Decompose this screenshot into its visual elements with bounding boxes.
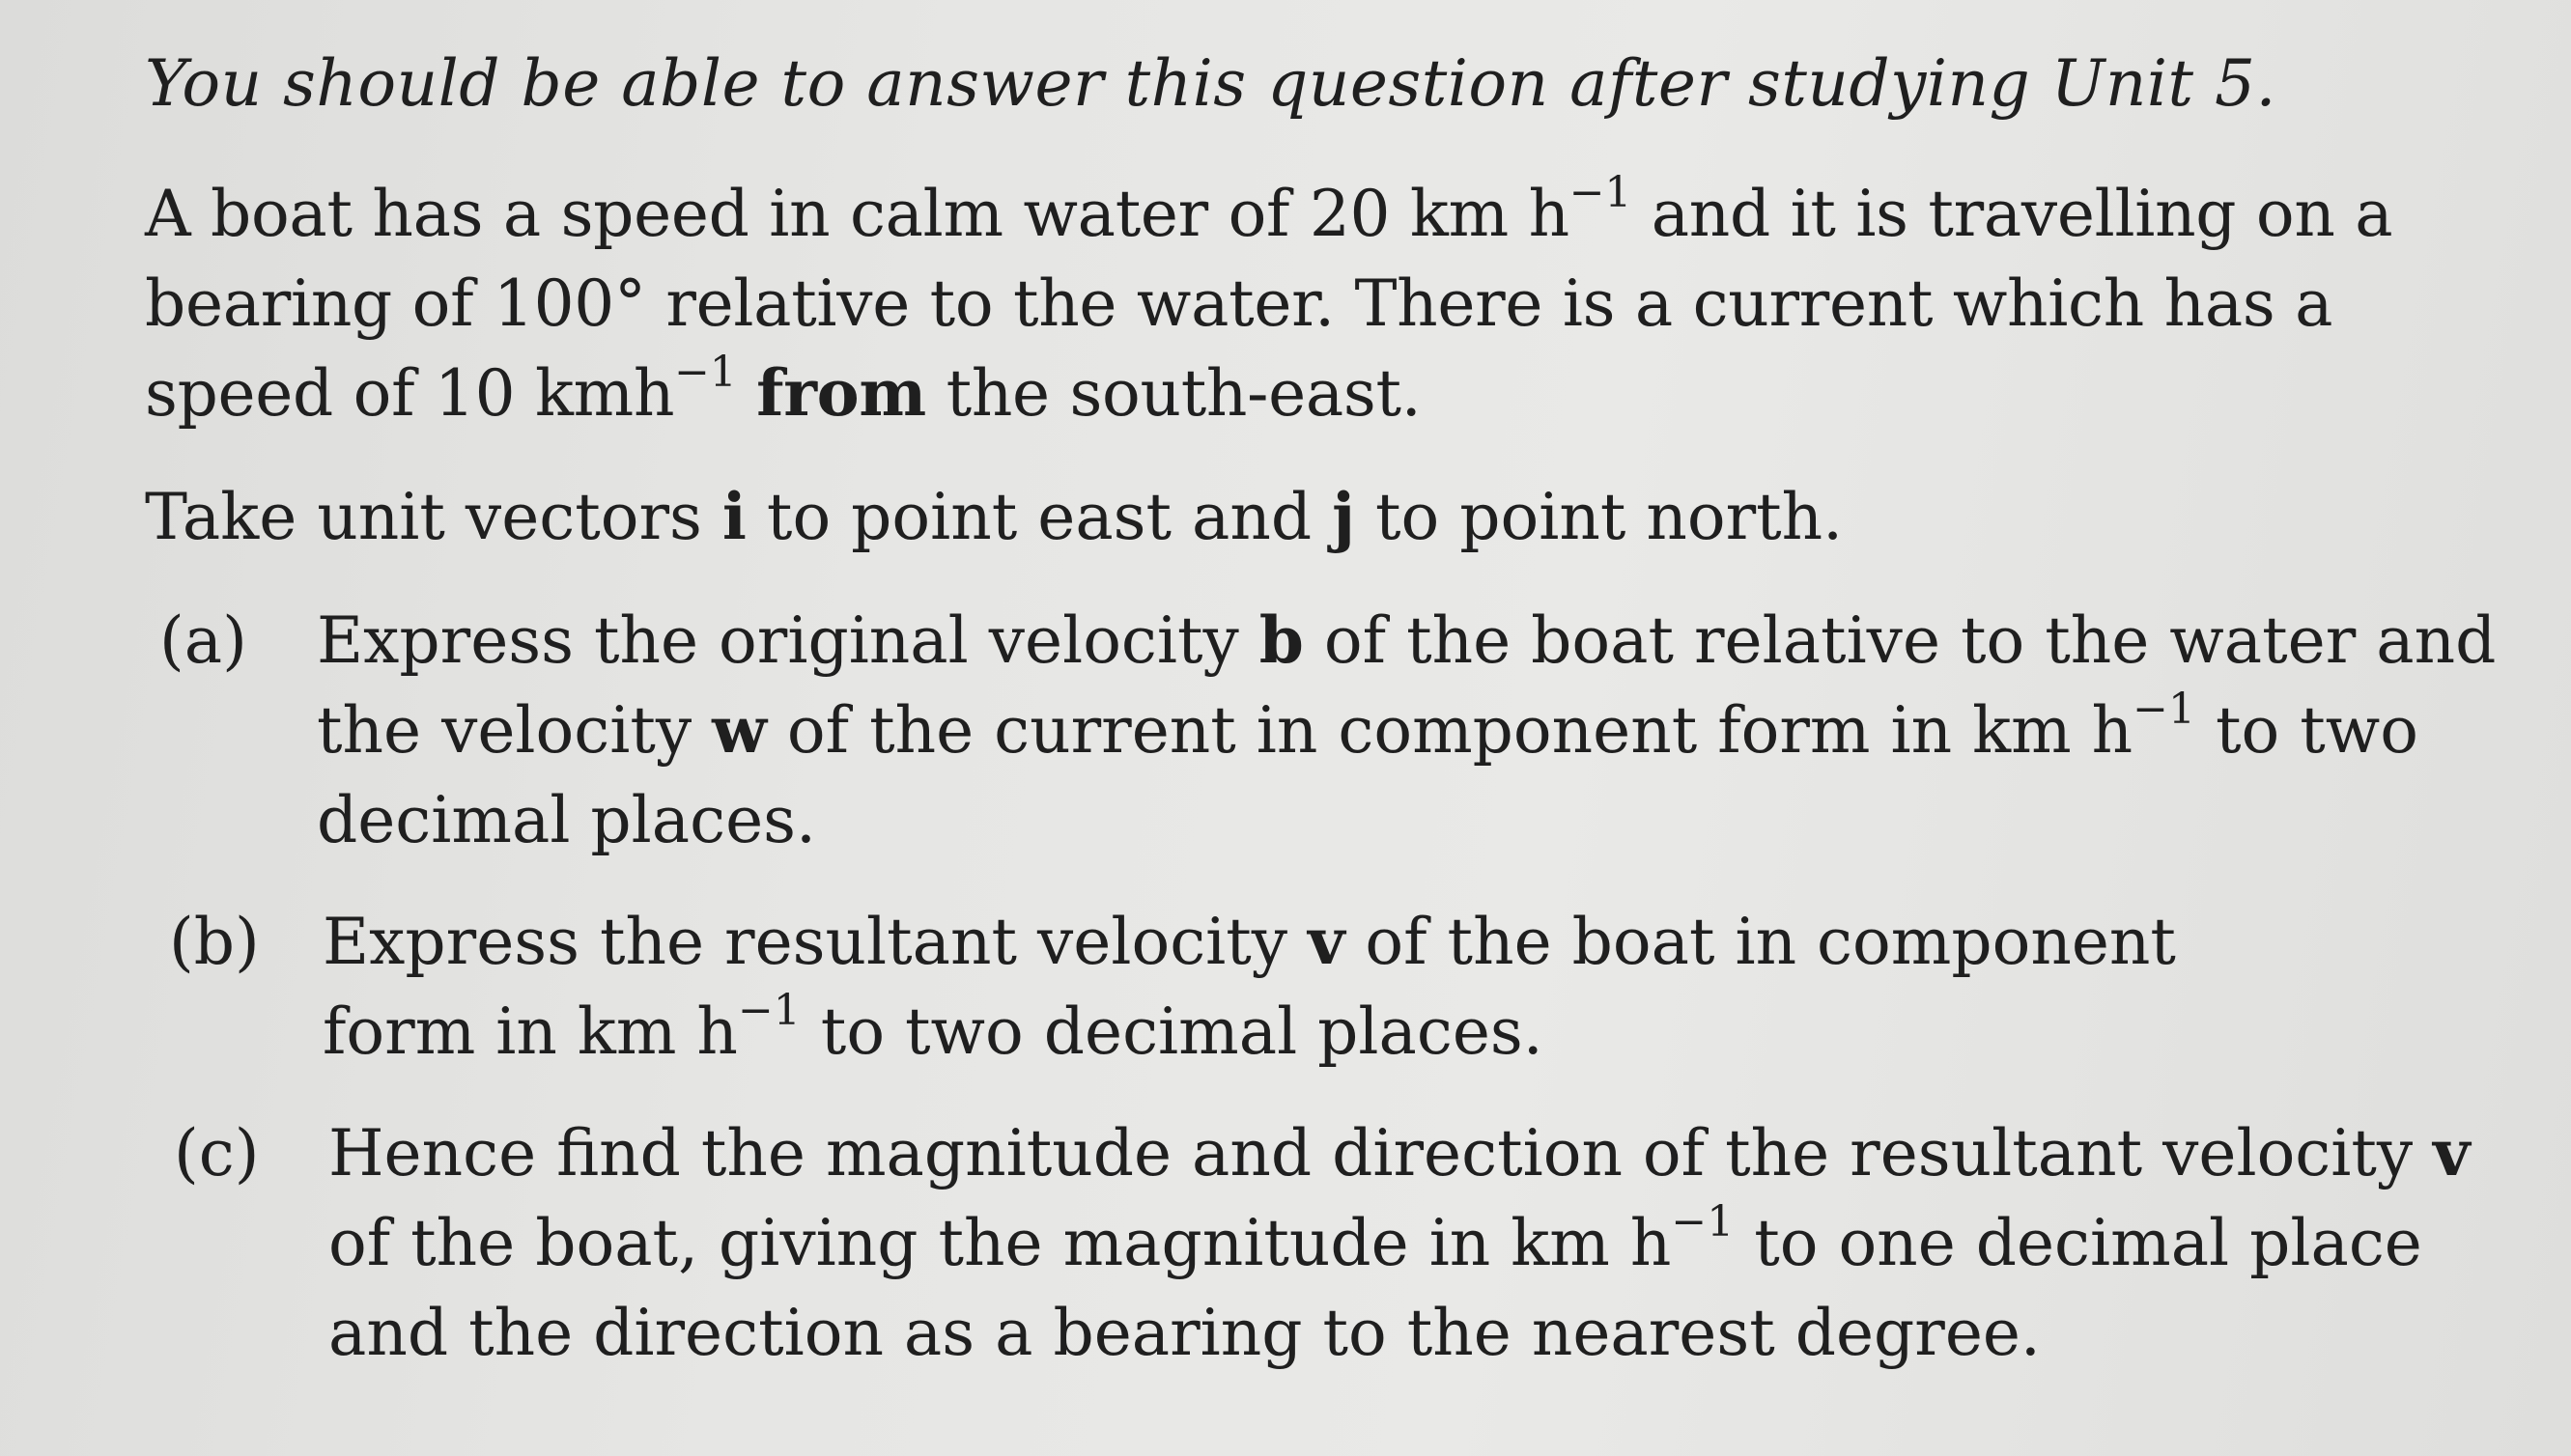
part-c-text-2: of the boat, giving the magnitude in km h: [328, 1206, 1672, 1280]
vector-i: i: [721, 479, 747, 554]
unit-vectors-text-1: Take unit vectors: [145, 480, 722, 554]
vector-j: j: [1332, 479, 1356, 554]
problem-text-2: and it is travelling on a bearing of 100° relative to the water. There is a current which has a speed of 10 kmh: [145, 177, 2393, 431]
part-label: (c): [174, 1116, 260, 1190]
unit-exponent: −1: [2133, 685, 2196, 734]
unit-exponent: −1: [737, 986, 801, 1035]
problem-text-3: the south-east.: [925, 356, 1422, 431]
part-c: [145, 1108, 2521, 1378]
unit-vectors-statement: [145, 472, 2482, 562]
part-label: (b): [169, 905, 260, 979]
part-a-text-4: to two decimal places.: [317, 693, 2418, 857]
vector-v: v: [1308, 904, 1345, 979]
unit-vectors-text-2: to point east and: [746, 480, 1333, 554]
part-a-text-1: Express the original velocity: [317, 603, 1259, 678]
unit-exponent: −1: [674, 348, 737, 397]
part-b: [145, 897, 2521, 1077]
part-text: [317, 596, 2500, 865]
problem-statement: [145, 169, 2482, 438]
problem-text-1: A boat has a speed in calm water of 20 km h: [145, 177, 1569, 251]
vector-w: w: [712, 692, 767, 768]
part-a-text-3: of the current in component form in km h: [766, 693, 2133, 768]
part-a-text-2: of the boat relative to the water and the velocity: [317, 603, 2497, 768]
part-a: [145, 596, 2521, 865]
question-page: [145, 39, 2521, 1410]
part-text: [328, 1108, 2511, 1378]
part-c-text-3: to one decimal place and the direction as a bearing to the nearest degree.: [328, 1206, 2422, 1370]
part-b-text-1: Express the resultant velocity: [323, 905, 1309, 979]
emphasis-from: from: [756, 355, 926, 431]
unit-vectors-text-3: to point north.: [1355, 480, 1844, 554]
part-c-text-1: Hence find the magnitude and direction of the resultant velocity: [328, 1116, 2434, 1190]
intro-text: You should be able to answer this question after studying Unit 5.: [145, 46, 2276, 121]
part-b-text-2: of the boat in component form in km h: [323, 905, 2176, 1069]
vector-v: v: [2433, 1115, 2471, 1190]
part-text: [323, 897, 2331, 1077]
part-label: (a): [159, 603, 247, 678]
unit-exponent: −1: [1568, 168, 1632, 217]
vector-b: b: [1258, 602, 1304, 678]
part-b-text-3: to two decimal places.: [800, 994, 1543, 1069]
unit-exponent: −1: [1671, 1197, 1735, 1246]
